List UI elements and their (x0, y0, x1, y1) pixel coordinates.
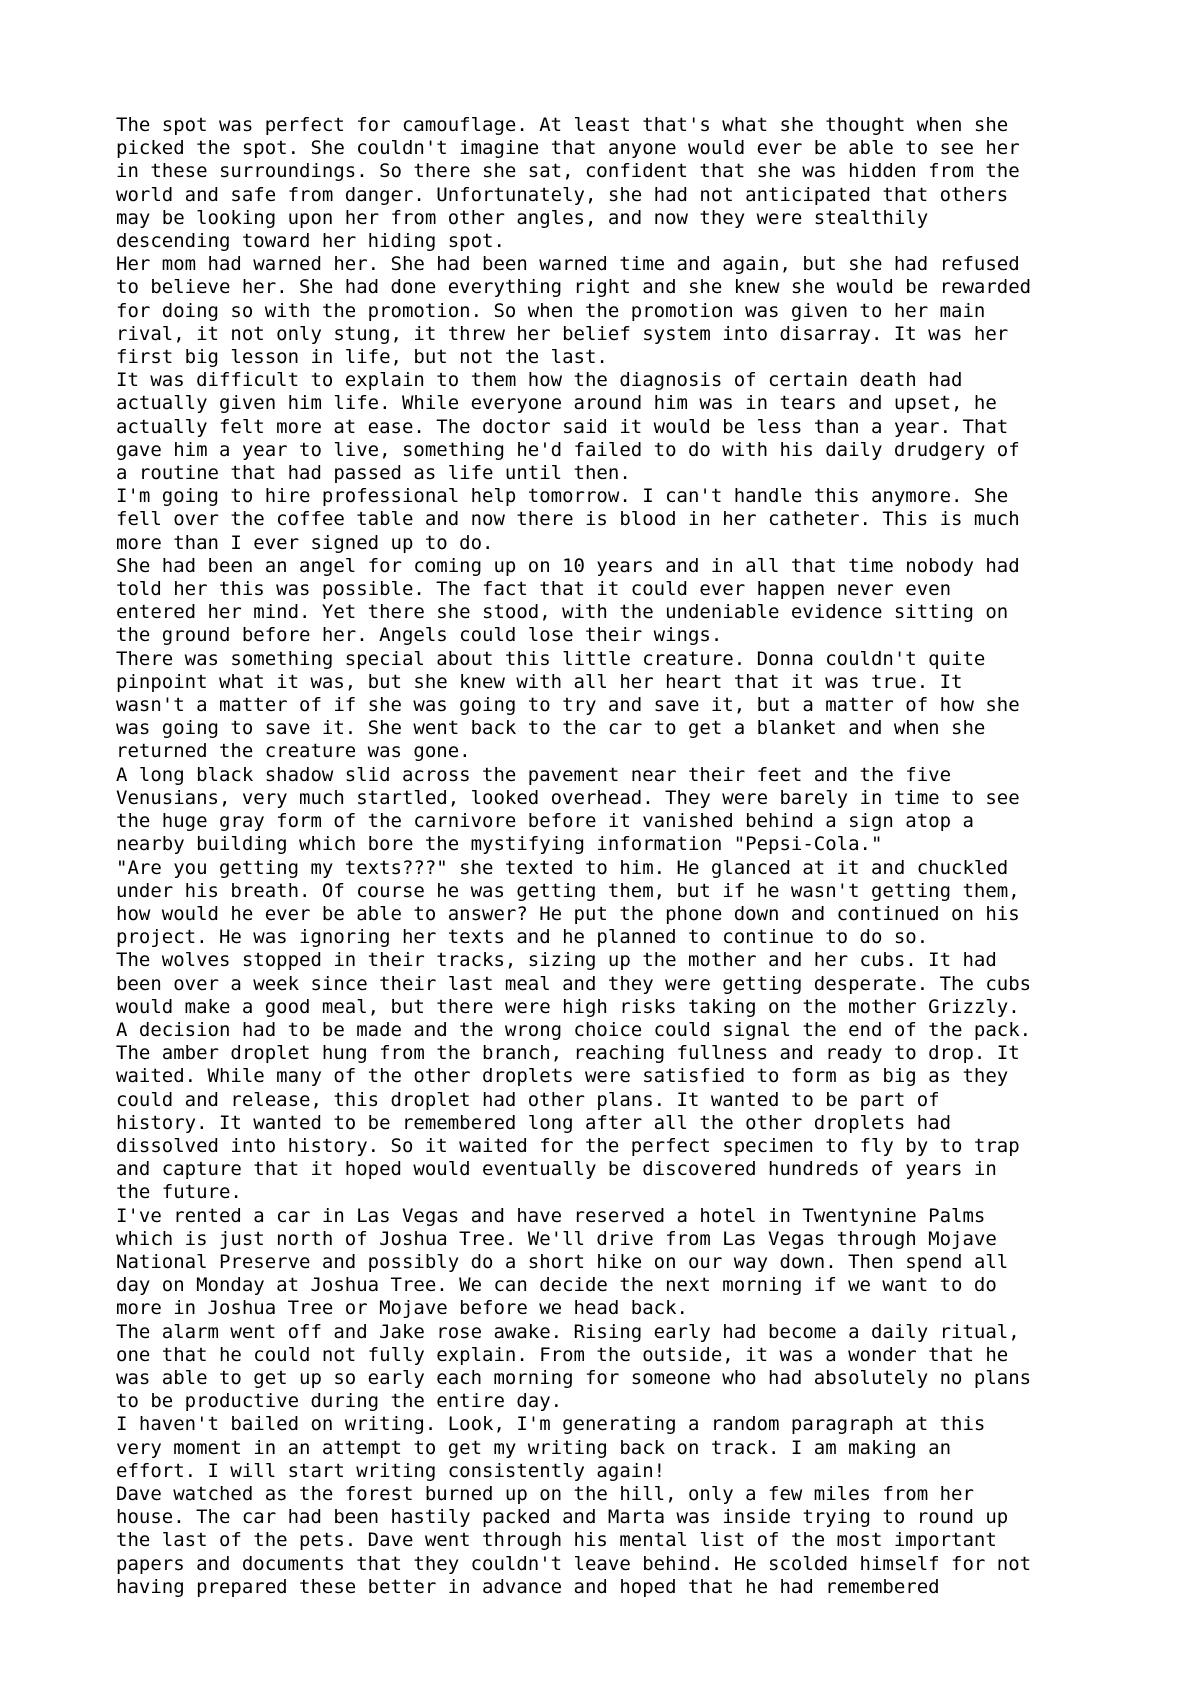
text-line: day on Monday at Joshua Tree. We can decide the next morning if we want to do (116, 1274, 997, 1297)
text-line: entered her mind. Yet there she stood, with the undeniable evidence sitting on (116, 601, 1009, 624)
text-line: which is just north of Joshua Tree. We'll drive from Las Vegas through Mojave (116, 1227, 997, 1250)
text-line: gave him a year to live, something he'd failed to do with his daily drudgery of (116, 438, 1020, 461)
text-line: The amber droplet hung from the branch, reaching fullness and ready to drop. It (116, 1042, 1020, 1065)
text-line: The alarm went off and Jake rose awake. Rising early had become a daily ritual, (116, 1320, 1020, 1343)
text-line: very moment in an attempt to get my writing back on track. I am making an (116, 1436, 952, 1459)
text-line: history. It wanted to be remembered long after all the other droplets had (116, 1111, 952, 1134)
text-line: Dave watched as the forest burned up on the hill, only a few miles from her (116, 1482, 974, 1505)
text-line: dissolved into history. So it waited for the perfect specimen to fly by to trap (116, 1134, 1020, 1157)
text-line: papers and documents that they couldn't leave behind. He scolded himself for not (116, 1552, 1032, 1575)
text-line: wasn't a matter of if she was going to try and save it, but a matter of how she (116, 694, 1020, 717)
text-line: actually given him life. While everyone around him was in tears and upset, he (116, 392, 997, 415)
text-line: nearby building which bore the mystifying information "Pepsi-Cola." (116, 833, 883, 856)
text-line: project. He was ignoring her texts and he planned to continue to do so. (116, 926, 929, 949)
text-line: in these surroundings. So there she sat, confident that she was hidden from the (116, 160, 1020, 183)
text-line: pinpoint what it was, but she knew with all her heart that it was true. It (116, 670, 963, 693)
text-line: more in Joshua Tree or Mojave before we head back. (116, 1297, 688, 1320)
text-line: and capture that it hoped would eventually be discovered hundreds of years in (116, 1158, 997, 1181)
text-line: Her mom had warned her. She had been warned time and again, but she had refused (116, 253, 1020, 276)
text-line: It was difficult to explain to them how the diagnosis of certain death had (116, 369, 963, 392)
text-line: I'm going to hire professional help tomorrow. I can't handle this anymore. She (116, 485, 1009, 508)
text-line: first big lesson in life, but not the last. (116, 346, 608, 369)
text-line: picked the spot. She couldn't imagine that anyone would ever be able to see her (116, 137, 1020, 160)
text-line: descending toward her hiding spot. (116, 230, 505, 253)
text-line: waited. While many of the other droplets were satisfied to form as big as they (116, 1065, 1009, 1088)
text-line: was going to save it. She went back to the car to get a blanket and when she (116, 717, 986, 740)
text-line: fell over the coffee table and now there is blood in her catheter. This is much (116, 508, 1020, 531)
text-line: actually felt more at ease. The doctor said it would be less than a year. That (116, 415, 1009, 438)
text-line: A long black shadow slid across the pavement near their feet and the five (116, 763, 952, 786)
text-line: National Preserve and possibly do a short hike on our way down. Then spend all (116, 1250, 1009, 1273)
text-line: was able to get up so early each morning for someone who had absolutely no plans (116, 1366, 1032, 1389)
text-line: a routine that had passed as life until then. (116, 462, 631, 485)
text-line: rival, it not only stung, it threw her belief system into disarray. It was her (116, 322, 1009, 345)
text-line: the future. (116, 1181, 242, 1204)
text-line: how would he ever be able to answer? He put the phone down and continued on his (116, 902, 1020, 925)
text-line: may be looking upon her from other angles, and now they were stealthily (116, 206, 929, 229)
text-line: to be productive during the entire day. (116, 1390, 563, 1413)
text-line: told her this was possible. The fact that it could ever happen never even (116, 578, 952, 601)
text-line: having prepared these better in advance and hoped that he had remembered (116, 1575, 940, 1598)
text-line: to believe her. She had done everything right and she knew she would be rewarded (116, 276, 1032, 299)
text-line: the huge gray form of the carnivore before it vanished behind a sign atop a (116, 810, 974, 833)
text-line: the ground before her. Angels could lose their wings. (116, 624, 723, 647)
document-page (116, 114, 1176, 1599)
text-line: I've rented a car in Las Vegas and have reserved a hotel in Twentynine Palms (116, 1204, 986, 1227)
text-line: I haven't bailed on writing. Look, I'm generating a random paragraph at this (116, 1413, 986, 1436)
text-line: effort. I will start writing consistently again! (116, 1459, 666, 1482)
text-line: for doing so with the promotion. So when the promotion was given to her main (116, 299, 986, 322)
text-line: "Are you getting my texts???" she texted to him. He glanced at it and chuckled (116, 856, 1009, 879)
text-line: The spot was perfect for camouflage. At least that's what she thought when she (116, 114, 1009, 136)
text-line: returned the creature was gone. (116, 740, 471, 763)
text-line: world and safe from danger. Unfortunately, she had not anticipated that others (116, 183, 1009, 206)
text-line: There was something special about this little creature. Donna couldn't quite (116, 647, 986, 670)
text-line: The wolves stopped in their tracks, sizing up the mother and her cubs. It had (116, 949, 997, 972)
text-line: one that he could not fully explain. From the outside, it was a wonder that he (116, 1343, 1009, 1366)
text-line: could and release, this droplet had other plans. It wanted to be part of (116, 1088, 940, 1111)
text-line: more than I ever signed up to do. (116, 531, 494, 554)
text-line: house. The car had been hastily packed and Marta was inside trying to round up (116, 1506, 1009, 1529)
text-line: would make a good meal, but there were high risks taking on the mother Grizzly. (116, 995, 1020, 1018)
text-line: Venusians, very much startled, looked overhead. They were barely in time to see (116, 786, 1020, 809)
text-line: She had been an angel for coming up on 10 years and in all that time nobody had (116, 554, 1020, 577)
text-line: under his breath. Of course he was getting them, but if he wasn't getting them, (116, 879, 1020, 902)
text-line: the last of the pets. Dave went through his mental list of the most important (116, 1529, 997, 1552)
text-line: been over a week since their last meal and they were getting desperate. The cubs (116, 972, 1032, 995)
text-line: A decision had to be made and the wrong choice could signal the end of the pack. (116, 1018, 1032, 1041)
